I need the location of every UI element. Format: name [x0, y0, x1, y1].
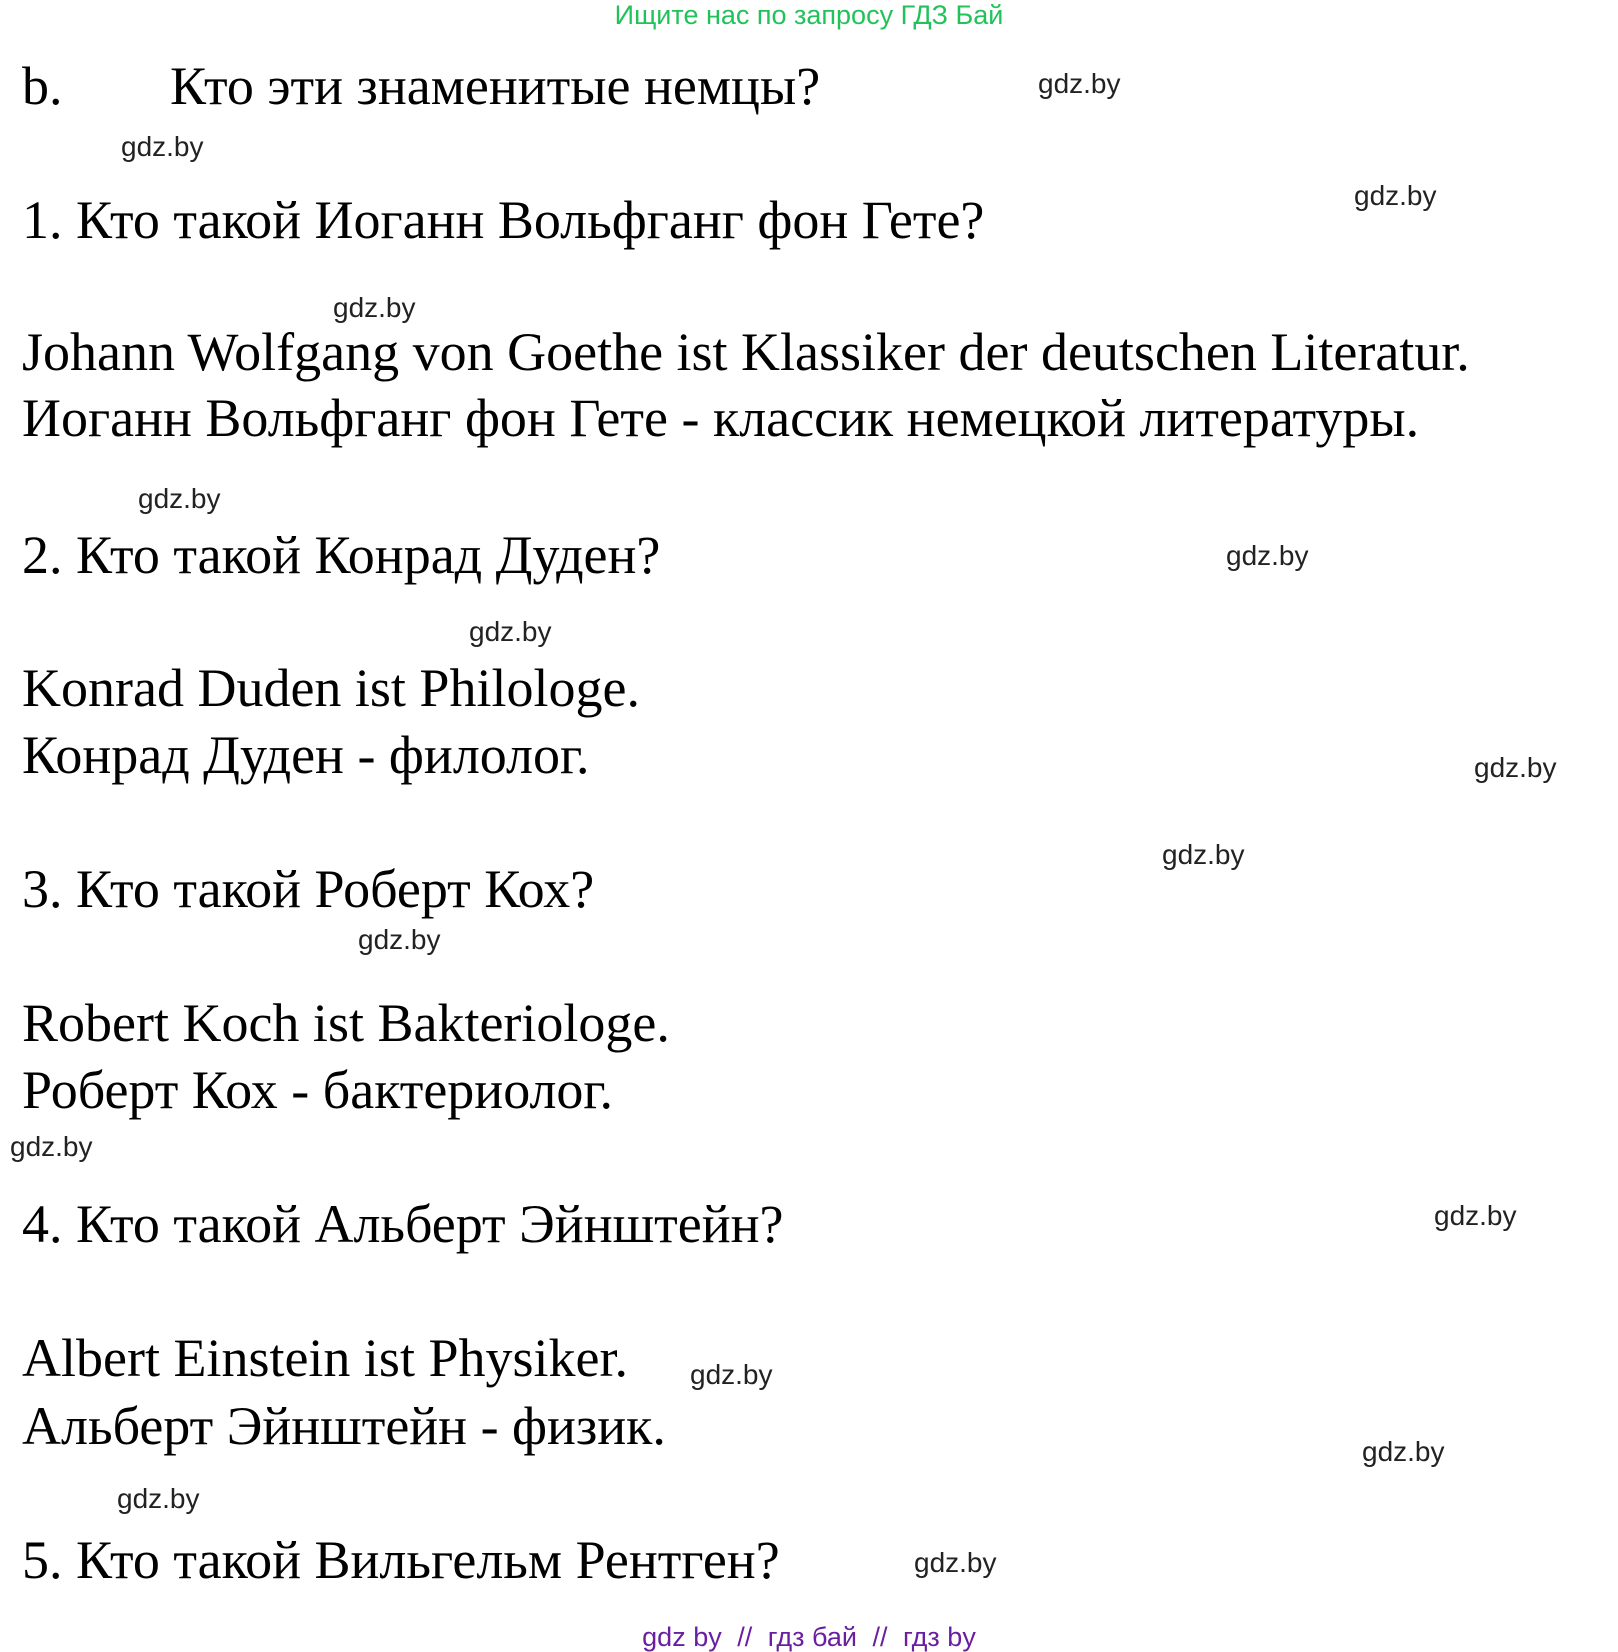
- watermark-text: gdz.by: [469, 616, 552, 647]
- footer-gdz-by-ru[interactable]: гдз by: [903, 1622, 976, 1652]
- watermark-text: gdz.by: [1038, 68, 1121, 99]
- task-title: Кто эти знаменитые немцы?: [170, 56, 821, 116]
- question-4: 4. Кто такой Альберт Эйнштейн?: [22, 1194, 784, 1254]
- answer-1-ru: Иоганн Вольфганг фон Гете - классик немецкой литературы.: [22, 388, 1420, 448]
- watermark-text: gdz.by: [1474, 752, 1557, 783]
- watermark-text: gdz.by: [10, 1131, 93, 1162]
- watermark-text: gdz.by: [914, 1547, 997, 1578]
- watermark-text: gdz.by: [1434, 1200, 1517, 1231]
- watermark-text: gdz.by: [690, 1359, 773, 1390]
- answer-1-de: Johann Wolfgang von Goethe ist Klassiker der deutschen Literatur.: [22, 322, 1470, 382]
- answer-3-de: Robert Koch ist Bakteriologe.: [22, 993, 670, 1053]
- answer-4-de: Albert Einstein ist Physiker.: [22, 1328, 628, 1388]
- watermark-text: gdz.by: [117, 1483, 200, 1514]
- search-hint-banner: Ищите нас по запросу ГДЗ Бай: [614, 0, 1004, 30]
- question-2: 2. Кто такой Конрад Дуден?: [22, 525, 661, 585]
- watermark-text: gdz.by: [138, 483, 221, 514]
- task-letter: b.: [22, 56, 63, 116]
- question-5: 5. Кто такой Вильгельм Рентген?: [22, 1530, 780, 1590]
- footer-separator: //: [737, 1622, 753, 1652]
- answer-3-ru: Роберт Кох - бактериолог.: [22, 1060, 613, 1120]
- footer-gdz-bai[interactable]: гдз бай: [767, 1622, 857, 1652]
- footer-separator: //: [872, 1622, 888, 1652]
- watermark-text: gdz.by: [1162, 839, 1245, 870]
- answer-2-de: Konrad Duden ist Philologe.: [22, 658, 640, 718]
- footer-gdz-by[interactable]: gdz by: [642, 1622, 722, 1652]
- watermark-text: gdz.by: [358, 924, 441, 955]
- question-1: 1. Кто такой Иоганн Вольфганг фон Гете?: [22, 190, 985, 250]
- footer-links: [0, 1622, 1618, 1652]
- answer-4-ru: Альберт Эйнштейн - физик.: [22, 1396, 666, 1456]
- watermark-text: gdz.by: [121, 131, 204, 162]
- watermark-text: gdz.by: [1354, 180, 1437, 211]
- watermark-text: gdz.by: [1362, 1436, 1445, 1467]
- question-3: 3. Кто такой Роберт Кох?: [22, 859, 595, 919]
- watermark-text: gdz.by: [333, 292, 416, 323]
- watermark-text: gdz.by: [1226, 540, 1309, 571]
- answer-2-ru: Конрад Дуден - филолог.: [22, 725, 590, 785]
